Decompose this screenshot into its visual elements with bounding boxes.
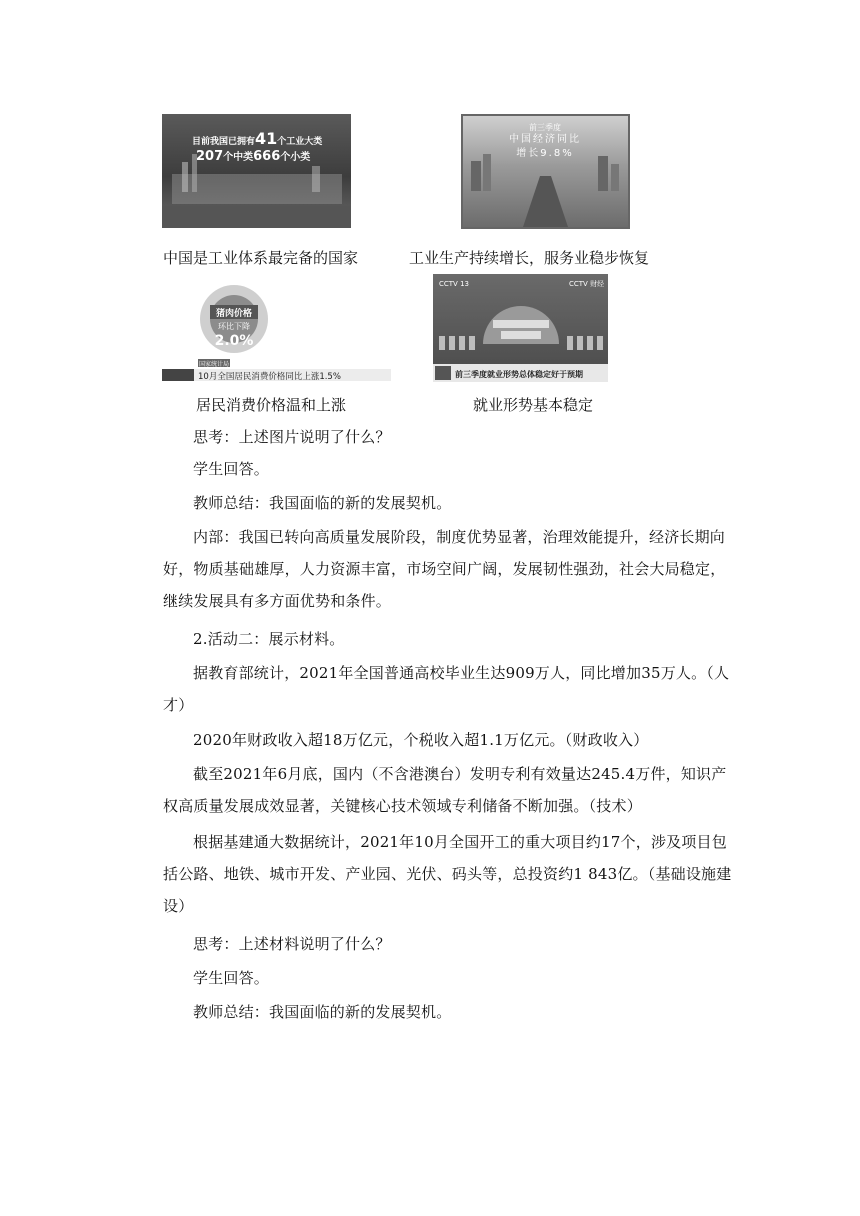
material-infrastructure: 根据基建通大数据统计，2021年10月全国开工的重大项目约17个，涉及项目包括公路、地铁、城市开发、产业园、光伏、码头等，总投资约1 843亿。（基础设施建设）	[163, 833, 732, 915]
figure-cpi-overlay-source: 国家统计局	[198, 361, 230, 368]
figure-growth-overlay-line1: 前三季度	[529, 123, 561, 132]
figure-cpi-image	[162, 275, 391, 383]
figure-cpi-overlay-sub: 环比下降	[218, 322, 250, 331]
figure-growth-image	[461, 114, 630, 229]
figure-employment-logo-left: CCTV 13	[439, 280, 469, 288]
figure-employment-caption: 就业形势基本稳定	[473, 396, 594, 414]
figure-growth-overlay-line2: 中国经济同比	[509, 134, 581, 145]
figure-employment-logo-right: CCTV 财经	[569, 280, 605, 288]
figure-industry-image	[162, 114, 351, 228]
figure-employment-image	[433, 274, 608, 382]
teacher-summary-2: 教师总结：我国面临的新的发展契机。	[193, 1003, 452, 1021]
figure-employment-overlay-caption: 前三季度就业形势总体稳定好于预期	[455, 370, 583, 379]
think-question-2: 思考：上述材料说明了什么？	[193, 935, 391, 953]
figure-cpi-overlay-caption: 10月全国居民消费价格同比上涨1.5%	[198, 372, 341, 382]
material-fiscal: 2020年财政收入超18万亿元，个税收入超1.1万亿元。（财政收入）	[193, 731, 649, 749]
figure-cpi-overlay-value: 2.0%	[214, 333, 254, 349]
figure-growth-overlay-line3: 增长9.8%	[516, 148, 574, 159]
teacher-summary-1: 教师总结：我国面临的新的发展契机。	[193, 494, 452, 512]
figure-cpi-caption: 居民消费价格温和上涨	[196, 396, 347, 414]
activity-two-heading: 2.活动二：展示材料。	[193, 630, 345, 648]
think-question-1: 思考：上述图片说明了什么？	[193, 428, 391, 446]
figure-cpi-overlay-title: 猪肉价格	[215, 309, 253, 319]
student-answer-2: 学生回答。	[193, 969, 270, 987]
material-talent: 据教育部统计，2021年全国普通高校毕业生达909万人，同比增加35万人。（人才）	[163, 664, 730, 714]
figure-industry-caption: 中国是工业体系最完备的国家	[163, 249, 359, 267]
figure-growth-caption: 工业生产持续增长，服务业稳步恢复	[409, 249, 650, 267]
figure-industry-overlay-line2: 207个中类666个小类	[196, 149, 311, 164]
internal-factors-paragraph: 内部：我国已转向高质量发展阶段，制度优势显著，治理效能提升，经济长期向好，物质基础雄厚，人力资源丰富，市场空间广阔，发展韧性强劲，社会大局稳定，继续发展具有多方面优势和条件。	[163, 528, 726, 610]
figure-industry-overlay-line1: 目前我国已拥有41个工业大类	[192, 129, 323, 148]
material-technology: 截至2021年6月底，国内（不含港澳台）发明专利有效量达245.4万件，知识产权高质量发展成效显著，关键核心技术领域专利储备不断加强。（技术）	[163, 765, 727, 815]
student-answer-1: 学生回答。	[193, 460, 270, 478]
